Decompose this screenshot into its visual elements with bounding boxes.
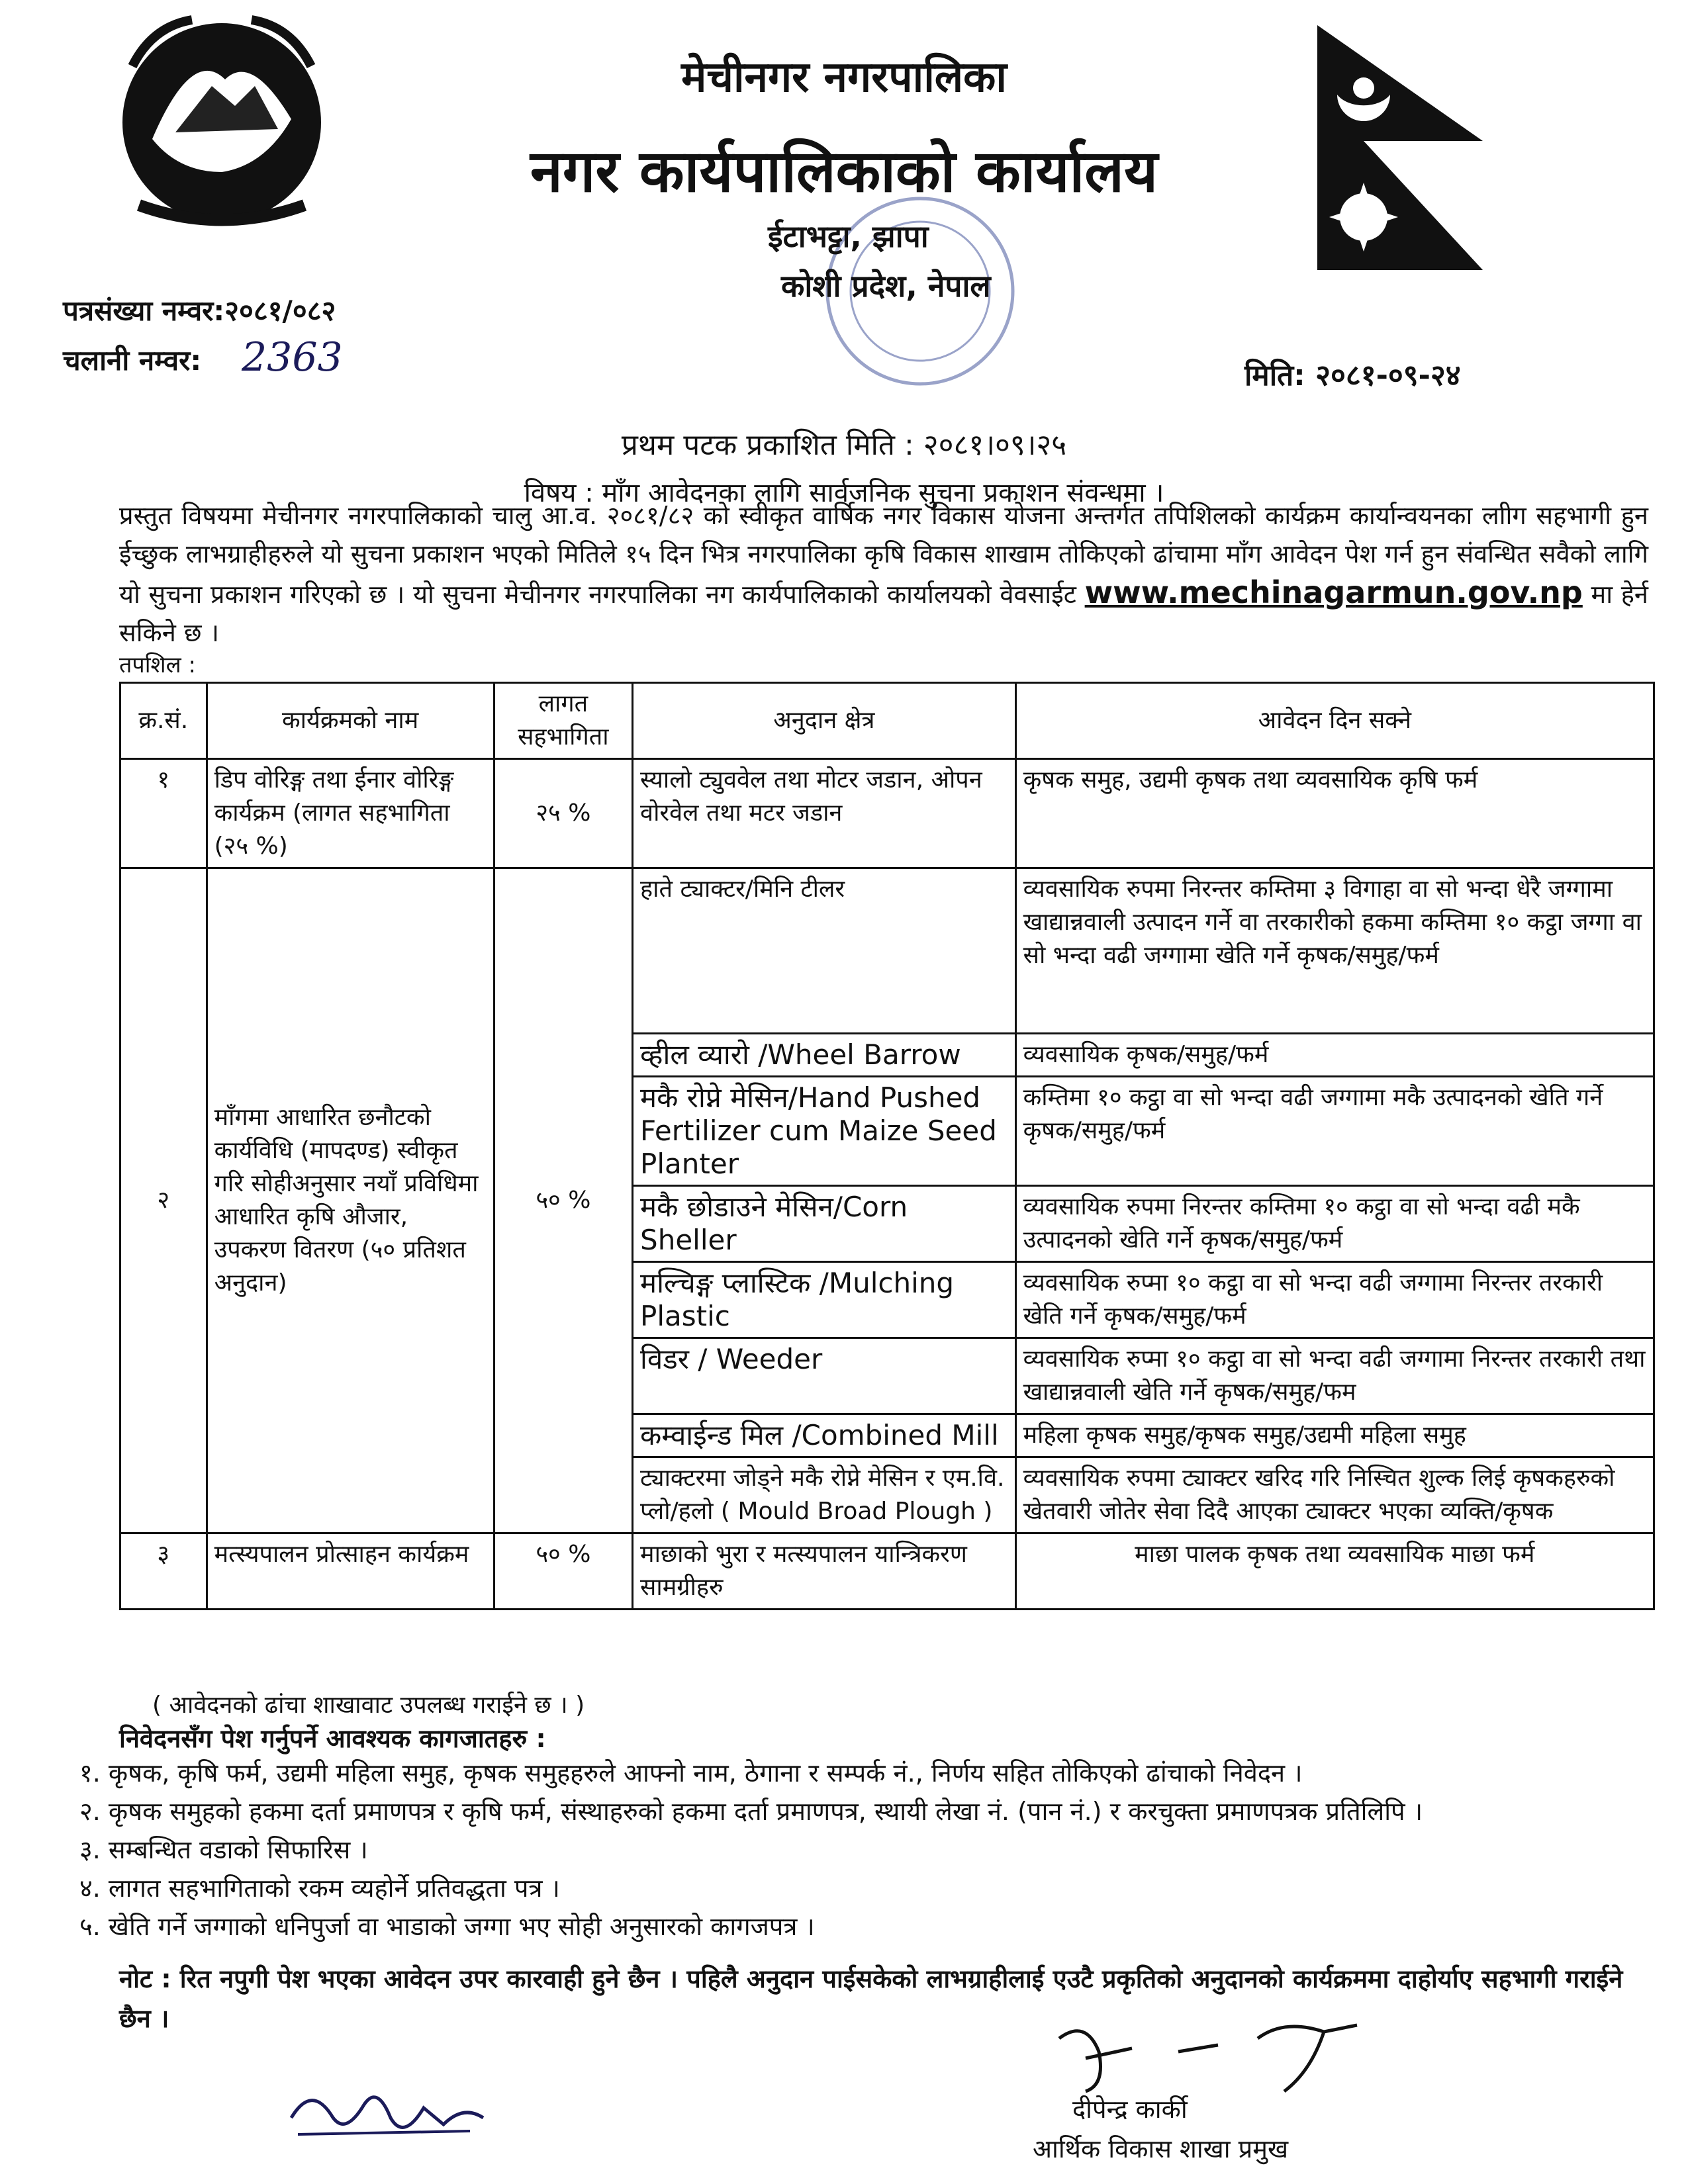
documents-heading: निवेदनसँग पेश गर्नुपर्ने आवश्यक कागजातहरु :: [119, 1724, 546, 1753]
item-eligible: व्यवसायिक रुपमा ट्याक्टर खरिद गरि निस्चित शुल्क लिई कृषकहरुको खेतवारी जोतेर सेवा दिदै आएका ट्याक्टर भएका व्यक्ति/कृषक: [1015, 1457, 1654, 1533]
item-eligible: कम्तिमा १० कट्ठा वा सो भन्दा वढी जग्गामा मकै उत्पादनको खेति गर्ने कृषक/समुह/फर्म: [1015, 1077, 1654, 1186]
table-row: [120, 759, 1654, 868]
item-subsidy-area: विडर / Weeder: [633, 1338, 1016, 1414]
header-subsidy-area: अनुदान क्षेत्र: [633, 683, 1016, 759]
list-item: १. कृषक, कृषि फर्म, उद्यमी महिला समुह, कृषक समुहहरुले आफ्नो नाम, ठेगाना र सम्पर्क नं., निर्णय सहित तोकिएको ढांचाको निवेदन ।: [79, 1758, 1303, 1788]
row-eligible: कृषक समुह, उद्यमी कृषक तथा व्यवसायिक कृषि फर्म: [1015, 759, 1654, 868]
address-line-1: ईटाभट्टा, झापा: [768, 218, 929, 254]
form-availability-note: ( आवेदनको ढांचा शाखावाट उपलब्ध गराईने छ । ): [152, 1692, 585, 1719]
header-program-name: कार्यक्रमको नाम: [207, 683, 494, 759]
row-cost-share: ५० %: [494, 1533, 632, 1610]
dispatch-number-handwritten: 2363: [242, 334, 343, 381]
municipality-name: मेचीनगर नगरपालिका: [681, 53, 1007, 102]
notice-body: [119, 496, 1648, 652]
item-eligible: महिला कृषक समुह/कृषक समुह/उद्यमी महिला समुह: [1015, 1414, 1654, 1457]
row-sn: ३: [120, 1533, 207, 1610]
item-subsidy-area: हाते ट्याक्टर/मिनि टीलर: [633, 868, 1016, 1034]
row-cost-share: २५ %: [494, 759, 632, 868]
row-eligible: माछा पालक कृषक तथा व्यवसायिक माछा फर्म: [1015, 1533, 1654, 1610]
header-eligible-applicants: आवेदन दिन सक्ने: [1015, 683, 1654, 759]
table-row: [120, 1533, 1654, 1610]
item-subsidy-area: ट्याक्टरमा जोड्ने मकै रोप्ने मेसिन र एम.वि. प्लो/हलो ( Mould Broad Plough ): [633, 1457, 1016, 1533]
date: मिति: २०८१-०९-२४: [1244, 359, 1461, 392]
table-header-row: [120, 683, 1654, 759]
first-published-date: प्रथम पटक प्रकाशित मिति : २०८१।०९।२५: [621, 428, 1067, 462]
item-eligible: व्यवसायिक रुप्मा १० कट्ठा वा सो भन्दा वढी जग्गामा निरन्तर तरकारी खेति गर्ने कृषक/समुह/फर्म: [1015, 1262, 1654, 1338]
item-eligible: व्यवसायिक कृषक/समुह/फर्म: [1015, 1034, 1654, 1077]
list-item: ४. लागत सहभागिताको रकम व्यहोर्ने प्रतिवद्धता पत्र ।: [79, 1874, 560, 1903]
row-subsidy-area: स्यालो ट्युववेल तथा मोटर जडान, ओपन वोरवेल तथा मटर जडान: [633, 759, 1016, 868]
list-item: २. कृषक समुहको हकमा दर्ता प्रमाणपत्र र कृषि फर्म, संस्थाहरुको हकमा दर्ता प्रमाणपत्र, स्थायी लेखा नं. (पान नं.) र करचुक्ता प्रमाणपत्रक प्रतिलिपि ।: [79, 1797, 1423, 1826]
website-link[interactable]: www.mechinagarmun.gov.np: [1084, 574, 1583, 610]
row-program-name: माँगमा आधारित छनौटको कार्यविधि (मापदण्ड) स्वीकृत गरि सोहीअनुसार नयाँ प्रविधिमा आधारित कृषि औजार, उपकरण वितरण (५० प्रतिशत अनुदान): [207, 868, 494, 1533]
header-sn: क्र.सं.: [120, 683, 207, 759]
item-subsidy-area: व्हील व्यारो /Wheel Barrow: [633, 1034, 1016, 1077]
dispatch-number-label: चलानी नम्वर:: [63, 344, 202, 377]
notice-body-text: प्रस्तुत विषयमा मेचीनगर नगरपालिकाको चालु आ.व. २०८१/८२ को स्वीकृत वार्षिक नगर विकास योजना अन्तर्गत तपिशिलको कार्यक्रम कार्यान्वयनका लाीग सहभागी हुन ईच्छुक लाभग्राहीहरुले यो सुचना प्रकाशन भएको मितिले १५ दिन भित्र नगरपालिका कृषि विकास शाखाम तोकिएको ढांचामा माँग आवेदन पेश गर्न हुन संवन्धित सवैको लागि यो सुचना प्रकाशन गरिएको छ । यो सुचना मेचीनगर नगरपालिका नग कार्यपालिकाको कार्यालयको वेवसाईट: [119, 501, 1648, 609]
signatory-name: दीपेन्द्र कार्की: [1072, 2095, 1188, 2124]
signature-right-icon: [1046, 2012, 1377, 2098]
item-subsidy-area: मल्चिङ्ग प्लास्टिक /Mulching Plastic: [633, 1262, 1016, 1338]
office-name: नगर कार्यपालिकाको कार्यालय: [530, 137, 1158, 205]
item-eligible: व्यवसायिक रुप्मा १० कट्ठा वा सो भन्दा वढी जग्गामा निरन्तर तरकारी तथा खाद्यान्नवाली खेति गर्ने कृषक/समुह/फम: [1015, 1338, 1654, 1414]
letter-number: पत्रसंख्या नम्वर:२०८१/०८२: [63, 295, 336, 327]
list-item: ३. सम्बन्धित वडाको सिफारिस ।: [79, 1835, 368, 1864]
item-subsidy-area: कम्वाईन्ड मिल /Combined Mill: [633, 1414, 1016, 1457]
row-cost-share: ५० %: [494, 868, 632, 1533]
table-row: [120, 868, 1654, 1034]
item-eligible: व्यवसायिक रुपमा निरन्तर कम्तिमा ३ विगाहा वा सो भन्दा धेरै जग्गामा खाद्यान्नवाली उत्पादन गर्ने वा तरकारीको हकमा कम्तिमा १० कट्ठा जग्गा वा सो भन्दा वढी जग्गामा खेति गर्ने कृषक/समुह/फर्म: [1015, 868, 1654, 1034]
subject-line: विषय : माँग आवेदनका लागि सार्वजनिक सुचना प्रकाशन संवन्धमा ।: [524, 478, 1164, 508]
row-sn: १: [120, 759, 207, 868]
row-subsidy-area: माछाको भुरा र मत्स्यपालन यान्त्रिकरण सामग्रीहरु: [633, 1533, 1016, 1610]
documents-list: [79, 1754, 1648, 1946]
item-subsidy-area: मकै रोप्ने मेसिन/Hand Pushed Fertilizer cum Maize Seed Planter: [633, 1077, 1016, 1186]
row-program-name: डिप वोरिङ्ग तथा ईनार वोरिङ्ग कार्यक्रम (लागत सहभागिता (२५ %): [207, 759, 494, 868]
details-label: तपशिल :: [119, 652, 196, 678]
list-item: ५. खेति गर्ने जग्गाको धनिपुर्जा वा भाडाको जग्गा भए सोही अनुसारको कागजपत्र ।: [79, 1912, 815, 1941]
item-eligible: व्यवसायिक रुपमा निरन्तर कम्तिमा १० कट्ठा वा सो भन्दा वढी मकै उत्पादनको खेति गर्ने कृषक/समुह/फर्म: [1015, 1186, 1654, 1262]
address-line-2: कोशी प्रदेश, नेपाल: [781, 268, 991, 304]
signature-left-icon: [285, 2078, 496, 2151]
signatory-title: आर्थिक विकास शाखा प्रमुख: [1033, 2134, 1289, 2163]
row-sn: २: [120, 868, 207, 1533]
note: नोट : रित नपुगी पेश भएका आवेदन उपर कारवाही हुने छैन । पहिलै अनुदान पाईसकेको लाभग्राहीलाई एउटै प्रकृतिको अनुदानको कार्यक्रममा दाहोर्याए सहभागी गराईने छैन ।: [119, 1964, 1623, 2033]
row-program-name: मत्स्यपालन प्रोत्साहन कार्यक्रम: [207, 1533, 494, 1610]
program-table: [119, 682, 1655, 1610]
header-cost-share: लागत सहभागिता: [494, 683, 632, 759]
item-subsidy-area: मकै छोडाउने मेसिन/Corn Sheller: [633, 1186, 1016, 1262]
notice-body-end: मा हेर्न सकिने छ ।: [119, 580, 1648, 647]
